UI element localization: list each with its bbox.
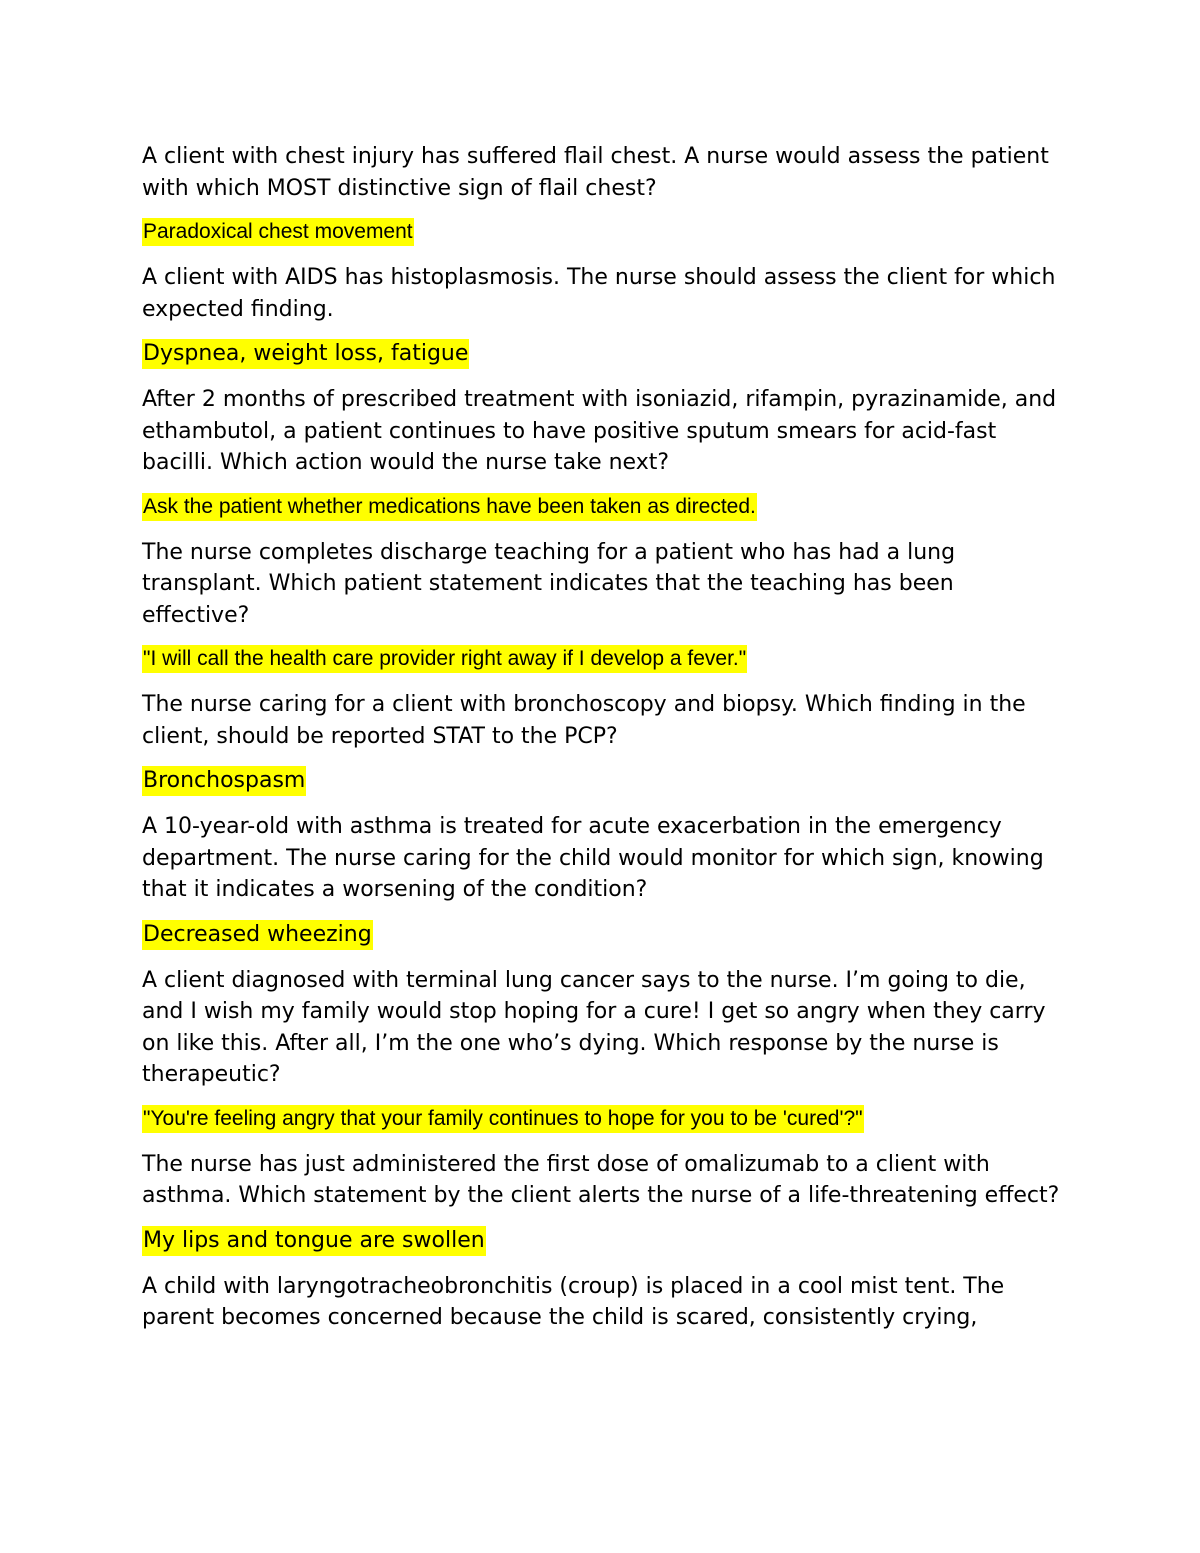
answer-5-wrap (142, 766, 1062, 796)
answer-2-wrap (142, 339, 1062, 369)
answer-8-highlight: My lips and tongue are swollen (142, 1226, 486, 1256)
question-5: The nurse caring for a client with bronchoscopy and biopsy. Which finding in the client, should be reported STAT to the PCP? (142, 692, 1026, 749)
answer-6-highlight: Decreased wheezing (142, 920, 373, 950)
answer-4-wrap (142, 645, 1062, 673)
question-9: A child with laryngotracheobronchitis (croup) is placed in a cool mist tent. The parent becomes concerned because the child is scared, consistently crying, (142, 1273, 1005, 1330)
question-3: After 2 months of prescribed treatment with isoniazid, rifampin, pyrazinamide, and ethambutol, a patient continues to have positive sputum smears for acid-fast bacilli. Which action would the nurse take next? (142, 387, 1057, 475)
answer-1-wrap (142, 218, 1062, 246)
answer-7-wrap (142, 1105, 1062, 1133)
answer-7-highlight: "You're feeling angry that your family continues to hope for you to be 'cured'?" (142, 1105, 864, 1133)
question-6: A 10-year-old with asthma is treated for acute exacerbation in the emergency department. The nurse caring for the child would monitor for which sign, knowing that it indicates a worsening of the condition? (142, 814, 1044, 902)
answer-3-wrap (142, 493, 1062, 521)
answer-4-highlight: "I will call the health care provider right away if I develop a fever." (142, 645, 747, 673)
question-1: A client with chest injury has suffered flail chest. A nurse would assess the patient with which MOST distinctive sign of flail chest? (142, 144, 1049, 201)
question-4: The nurse completes discharge teaching for a patient who has had a lung transplant. Which patient statement indicates that the teaching has been effective? (142, 539, 956, 628)
question-8: The nurse has just administered the first dose of omalizumab to a client with asthma. Which statement by the client alerts the nurse of a life-threatening effect? (142, 1151, 1060, 1208)
document-page (142, 141, 1062, 1348)
answer-1-highlight: Paradoxical chest movement (142, 218, 414, 246)
question-2: A client with AIDS has histoplasmosis. The nurse should assess the client for which expected finding. (142, 265, 1056, 322)
answer-3-highlight: Ask the patient whether medications have been taken as directed. (142, 493, 757, 521)
answer-5-highlight: Bronchospasm (142, 766, 306, 796)
answer-6-wrap (142, 920, 1062, 950)
answer-8-wrap (142, 1226, 1062, 1256)
answer-2-highlight: Dyspnea, weight loss, fatigue (142, 339, 469, 369)
question-7: A client diagnosed with terminal lung cancer says to the nurse. I’m going to die, and I wish my family would stop hoping for a cure! I get so angry when they carry on like this. After all, I’m the one who’s dying. Which response by the nurse is therapeutic? (142, 967, 1046, 1087)
